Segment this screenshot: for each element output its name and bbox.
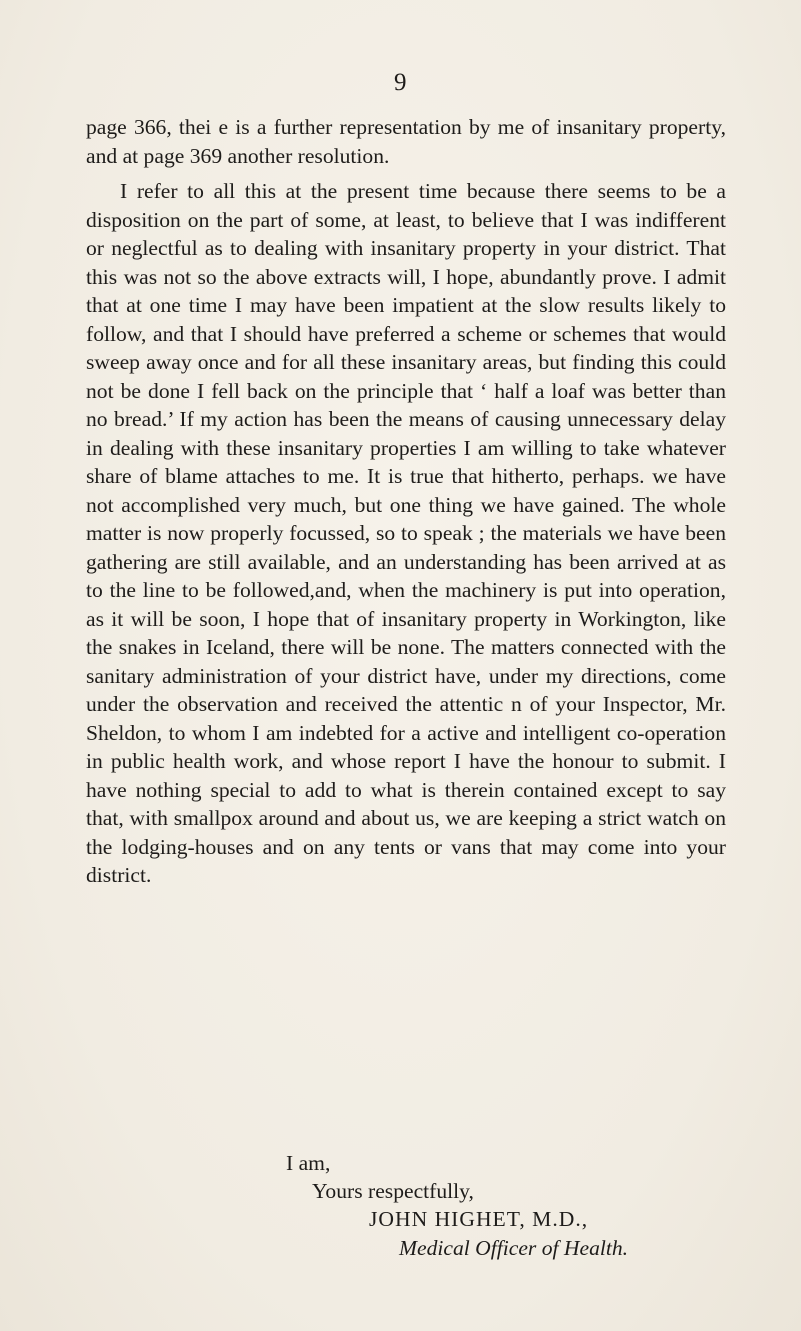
signature-name: JOHN HIGHET, M.D., [369,1207,589,1231]
closing-salutation: I am, [286,1151,331,1175]
signature-title: Medical Officer of Health. [399,1236,629,1260]
closing-valediction: Yours respectfully, [312,1179,474,1203]
page-number: 9 [394,69,407,96]
letter-body [86,113,726,890]
paragraph-main: I refer to all this at the present time because there seems to be a disposition on the part of some, at least, to believe that I was indifferent or neglectful as to dealing with insanitary property in your district. That this was not so the above extracts will, I hope, abundantly prove. I admit that at one time I may have been impatient at the slow results likely to follow, and that I should have preferred a scheme or schemes that would sweep away once and for all these insanitary areas, but finding this could not be done I fell back on the principle that ‘ half a loaf was better than no bread.’ If my action has been the means of causing unnecessary delay in dealing with these insanitary properties I am willing to take whatever share of blame attaches to me. It is true that hitherto, perhaps. we have not accomplished very much, but one thing we have gained. The whole matter is now properly focussed, so to speak ; the materials we have been gathering are still available, and an understanding has been arrived at as to the line to be followed,and, when the machinery is put into operation, as it will be soon, I hope that of insanitary property in Workington, like the snakes in Iceland, there will be none. The matters connected with the sanitary administration of your district have, under my directions, come under the observation and received the attentic n of your Inspector, Mr. Sheldon, to whom I am indebted for a active and intelligent co-operation in public health work, and whose report I have the honour to submit. I have nothing special to add to what is therein contained except to say that, with smallpox around and about us, we are keeping a strict watch on the lodging-houses and on any tents or vans that may come into your district. [86,179,726,887]
paragraph-continuation: page 366, thei e is a further representation by me of insanitary property, and at page 369 another resolution. [86,115,726,168]
